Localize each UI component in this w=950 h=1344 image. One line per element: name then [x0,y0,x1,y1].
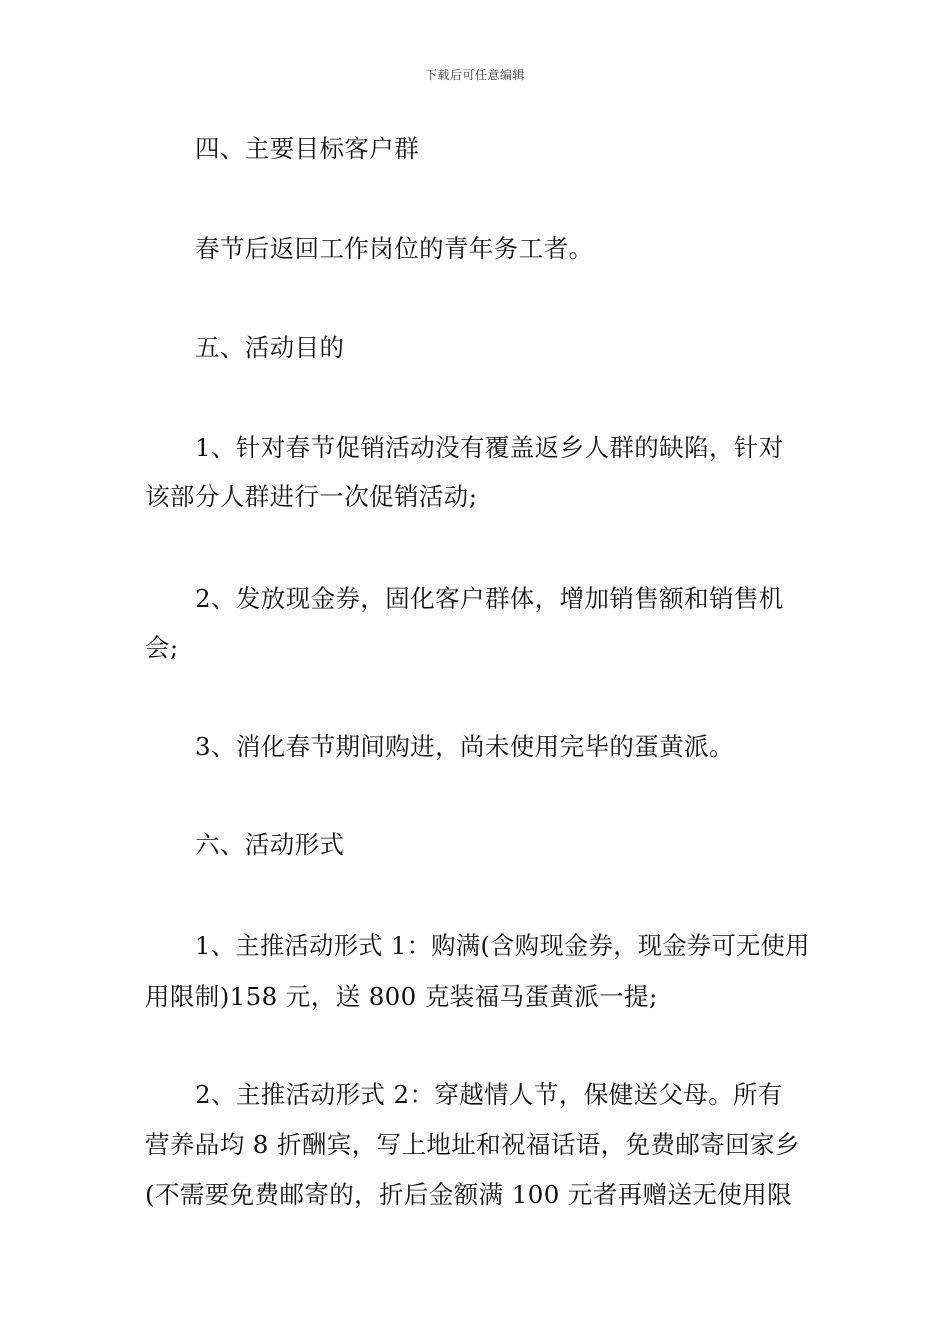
purpose-item-2-line-2: 会; [145,633,179,662]
format-item-2-line-2: 营养品均 8 折酬宾，写上地址和祝福话语，免费邮寄回家乡 [145,1130,800,1159]
format-item-2-line-1: 2、主推活动形式 2：穿越情人节，保健送父母。所有 [195,1080,783,1109]
section-4-body: 春节后返回工作岗位的青年务工者。 [195,234,594,263]
purpose-item-3-line-1: 3、消化春节期间购进，尚未使用完毕的蛋黄派。 [195,732,734,761]
format-item-2-line-3: (不需要免费邮寄的，折后金额满 100 元者再赠送无使用限 [145,1180,792,1209]
section-heading-4: 四、主要目标客户群 [195,134,420,163]
section-heading-6: 六、活动形式 [195,830,345,859]
page-header: 下载后可任意编辑 [424,68,525,82]
section-heading-5: 五、活动目的 [195,333,345,362]
format-item-1-line-1: 1、主推活动形式 1：购满(含购现金券，现金券可无使用 [195,931,810,960]
purpose-item-1-line-1: 1、针对春节促销活动没有覆盖返乡人群的缺陷，针对 [195,433,784,462]
purpose-item-2-line-1: 2、发放现金券，固化客户群体，增加销售额和销售机 [195,584,784,613]
format-item-1-line-2: 用限制)158 元，送 800 克装福马蛋黄派一提; [145,982,658,1011]
purpose-item-1-line-2: 该部分人群进行一次促销活动; [145,482,478,511]
